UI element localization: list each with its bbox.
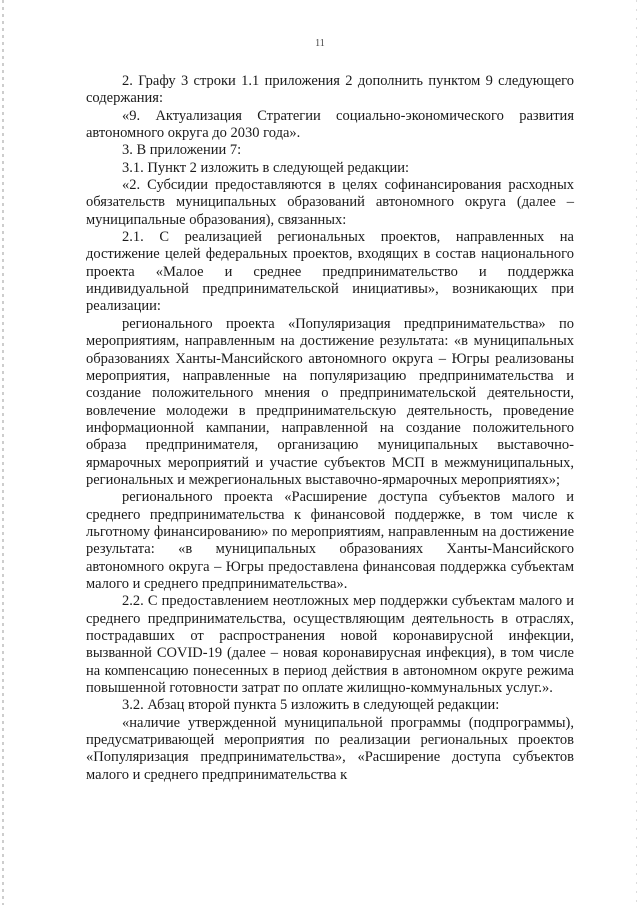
paragraph-item-2: 2. Графу 3 строки 1.1 приложения 2 дополнить пунктом 9 следующего содержания: — [86, 73, 574, 107]
paragraph-program-requirement: «наличие утвержденной муниципальной программы (подпрограммы), предусматривающей мероприятия по реализации региональных проектов «Популяризация предпринимательства», «Расширение доступа субъектов малого и среднего предпринимательства к — [86, 714, 574, 783]
scan-edge-right — [636, 0, 637, 905]
scan-edge-left — [2, 0, 4, 905]
paragraph-strategy-point-9: «9. Актуализация Стратегии социально-экономического развития автономного округа до 2030 года». — [86, 107, 574, 142]
paragraph-popularization-project: регионального проекта «Популяризация предпринимательства» по мероприятиям, направленным на достижение результата: «в муниципальных образованиях Ханты-Мансийского автономного округа – Югры реализованы мероприятия, направленные на популяризацию предпринимательства и создание положительного мнения о предпринимательской деятельности, вовлечение молодежи в предпринимательскую деятельность, проведение информационной кампании, направленной на создание положительного образа предпринимателя, организацию муниципальных выставочно-ярмарочных мероприятий и участие субъектов МСП в межмуниципальных, региональных и межрегиональных выставочно-ярмарочных мероприятиях»; — [86, 315, 574, 488]
paragraph-2-2: 2.2. С предоставлением неотложных мер поддержки субъектам малого и среднего предпринимательства, осуществляющим деятельность в отраслях, пострадавших от распространения новой коронавирусной инфекции, вызванной COVID-19 (далее – новая коронавирусная инфекция), в том числе на компенсацию понесенных в период действия в автономном округе режима повышенной готовности затрат по оплате жилищно-коммунальных услуг.». — [86, 593, 574, 697]
paragraph-access-expansion-project: регионального проекта «Расширение доступа субъектов малого и среднего предпринимательства к финансовой поддержке, в том числе к льготному финансированию» по мероприятиям, направленным на достижение результата: «в муниципальных образованиях Ханты-Мансийского автономного округа – Югры предоставлена финансовая поддержка субъектам малого и среднего предпринимательства». — [86, 489, 574, 592]
document-body — [86, 73, 574, 784]
paragraph-item-3: 3. В приложении 7: — [122, 142, 242, 159]
page-number: 11 — [315, 38, 325, 49]
paragraph-2-1: 2.1. С реализацией региональных проектов, направленных на достижение целей федеральных проектов, входящих в состав национального проекта «Малое и среднее предпринимательство и поддержка индивидуальной предпринимательской инициативы», возникающих при реализации: — [86, 229, 574, 315]
paragraph-item-3-1: 3.1. Пункт 2 изложить в следующей редакции: — [122, 159, 410, 176]
paragraph-item-3-2: 3.2. Абзац второй пункта 5 изложить в следующей редакции: — [122, 697, 500, 714]
paragraph-subsidies-point-2: «2. Субсидии предоставляются в целях софинансирования расходных обязательств муниципальных образований автономного округа (далее – муниципальные образования), связанных: — [86, 177, 574, 228]
